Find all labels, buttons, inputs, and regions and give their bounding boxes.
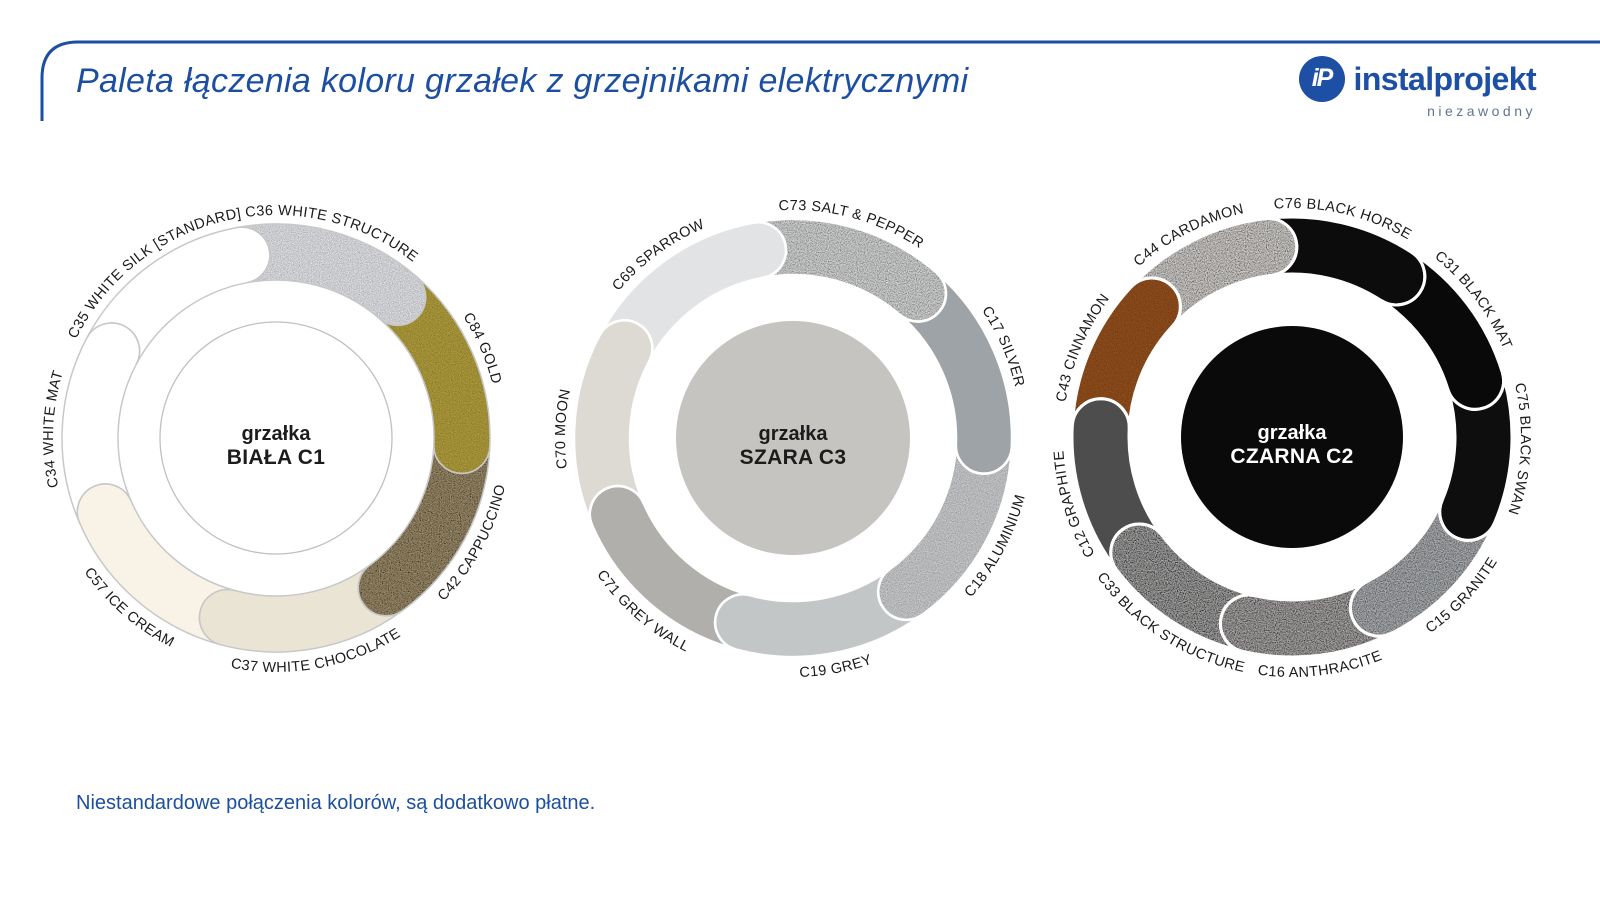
donut-czarna-c2 — [992, 137, 1592, 737]
segment-label-c31: C31 BLACK MAT — [1431, 248, 1515, 352]
segment-label-c17: C17 SILVER — [978, 303, 1028, 389]
segment-label-c18: C18 ALUMINIUM — [961, 492, 1029, 601]
footnote: Niestandardowe połączenia kolorów, są dodatkowo płatne. — [76, 792, 596, 814]
center-label-line1: grzałka — [1257, 422, 1327, 444]
logo — [1299, 56, 1536, 119]
instalprojekt-logo-icon — [1299, 56, 1345, 102]
segment-label-c84: C84 GOLD — [459, 310, 505, 386]
logo-monogram: iP — [1311, 63, 1332, 92]
segment-label-c70: C70 MOON — [552, 387, 575, 470]
segment-label-c73: C73 SALT & PEPPER — [778, 197, 927, 253]
segment-label-c71: C71 GREY WALL — [593, 567, 692, 656]
segment-label-c43: C43 CINNAMON — [1053, 291, 1114, 404]
logo-wordmark: instalprojekt — [1353, 60, 1536, 97]
segment-label-c19: C19 GREY — [799, 651, 875, 681]
logo-tagline: niezawodny — [1427, 103, 1536, 119]
logo-row — [1299, 56, 1536, 102]
center-label-line1: grzałka — [241, 423, 311, 445]
segment-label-c16: C16 ANTHRACITE — [1256, 647, 1385, 682]
segment-label-c57: C57 ICE CREAM — [80, 564, 177, 651]
segment-label-c37: C37 WHITE CHOCOLATE — [229, 625, 404, 677]
center-label-line1: grzałka — [758, 423, 828, 445]
center-label-line2: SZARA C3 — [739, 446, 847, 469]
segment-label-c33: C33 BLACK STRUCTURE — [1093, 569, 1247, 677]
segment-label-c76: C76 BLACK HORSE — [1273, 195, 1415, 244]
center-label-line2: CZARNA C2 — [1230, 445, 1354, 468]
segment-label-c35: C35 WHITE SILK [STANDARD] — [65, 205, 243, 342]
segment-label-c44: C44 CARDAMON — [1130, 201, 1246, 270]
segment-label-c15: C15 GRANITE — [1422, 554, 1501, 637]
segment-label-c42: C42 CAPPUCCINO — [434, 482, 510, 605]
center-label-line2: BIAŁA C1 — [226, 446, 326, 469]
segment-label-c69: C69 SPARROW — [609, 216, 707, 294]
segment-label-c34: C34 WHITE MAT — [40, 368, 67, 490]
donut-biala-c1 — [0, 138, 576, 738]
page-title: Paleta łączenia koloru grzałek z grzejnikami elektrycznymi — [76, 62, 969, 100]
segment-label-c75: C75 BLACK SWAN — [1504, 381, 1534, 517]
segment-label-c36: C36 WHITE STRUCTURE — [244, 202, 421, 266]
segment-label-c12: C12 GRAPHITE — [1051, 449, 1099, 560]
